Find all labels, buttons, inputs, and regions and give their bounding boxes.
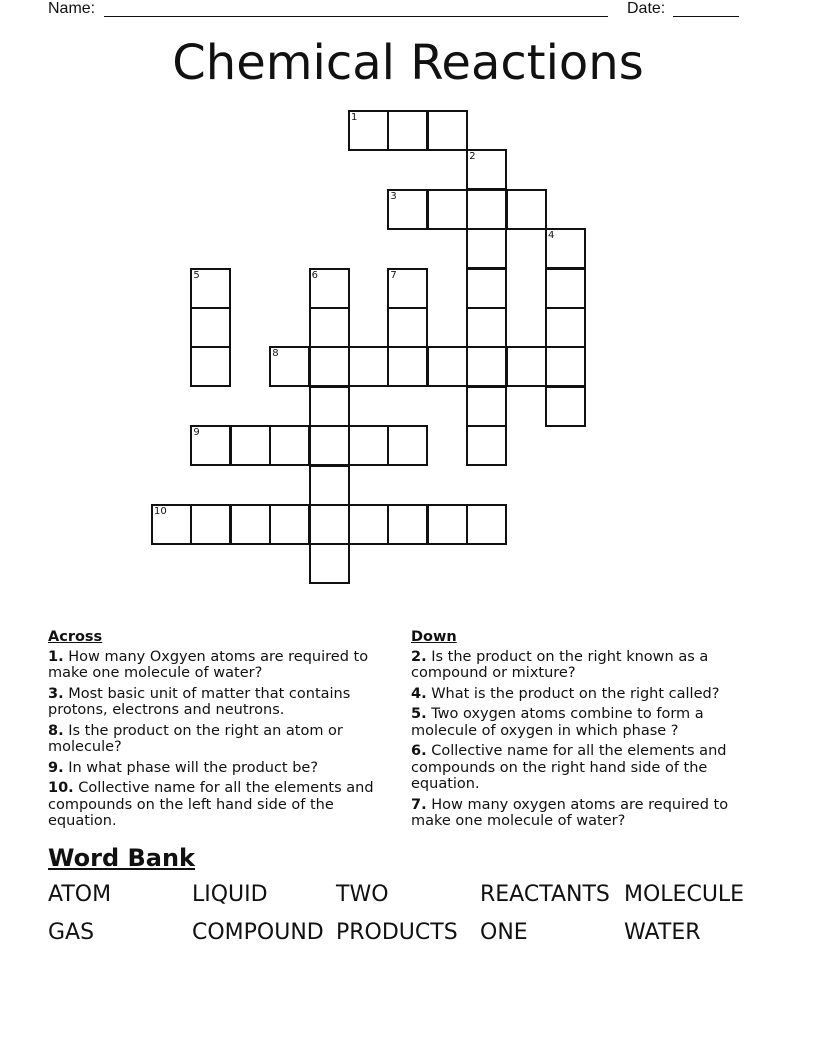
- cell-number: 10: [154, 506, 167, 517]
- word-bank-item: GAS: [48, 920, 95, 945]
- grid-cell[interactable]: [309, 307, 350, 348]
- grid-cell[interactable]: [506, 189, 547, 230]
- clue-number: 6.: [411, 743, 427, 759]
- cell-number: 8: [272, 348, 279, 360]
- down-heading: Down: [411, 629, 457, 645]
- down-clues: [411, 629, 756, 834]
- clue-number: 7.: [411, 796, 427, 813]
- cell-number: 9: [193, 427, 200, 439]
- clue-number: 3.: [48, 685, 64, 702]
- cell-number: 3: [390, 190, 397, 202]
- grid-cell[interactable]: [545, 386, 586, 427]
- cell-number: 1: [351, 112, 358, 123]
- name-label: Name:: [48, 0, 96, 17]
- grid-cell[interactable]: [309, 268, 350, 309]
- grid-cell[interactable]: [387, 110, 428, 151]
- page-title: Chemical Reactions: [172, 35, 644, 91]
- grid-cell[interactable]: [309, 543, 350, 584]
- grid-cell[interactable]: [466, 386, 507, 427]
- clue-number: 10.: [48, 780, 74, 796]
- grid-cell[interactable]: [190, 346, 231, 387]
- word-bank-item: COMPOUND: [192, 920, 324, 945]
- grid-cell[interactable]: [387, 425, 428, 466]
- grid-cell[interactable]: [348, 504, 389, 545]
- clue-number: 2.: [411, 648, 427, 665]
- word-bank-item: ONE: [480, 920, 528, 945]
- grid-cell[interactable]: [387, 268, 428, 309]
- clue-across: [48, 686, 393, 719]
- grid-cell[interactable]: [190, 425, 231, 466]
- clue-text: Most basic unit of matter that contains protons, electrons and neutrons.: [48, 685, 351, 718]
- grid-cell[interactable]: [309, 465, 350, 506]
- cell-number: 5: [193, 269, 200, 281]
- clue-down: [411, 649, 756, 682]
- grid-cell[interactable]: [190, 307, 231, 348]
- grid-cell[interactable]: [190, 268, 231, 309]
- clue-number: 5.: [411, 706, 427, 722]
- clue-number: 8.: [48, 722, 64, 739]
- clue-text: How many oxygen atoms are required to make one molecule of water?: [411, 796, 729, 829]
- clue-down: [411, 743, 756, 793]
- grid-cell[interactable]: [309, 504, 350, 545]
- grid-cell[interactable]: [151, 504, 192, 545]
- grid-cell[interactable]: [269, 346, 310, 387]
- grid-cell[interactable]: [466, 149, 507, 190]
- grid-cell[interactable]: [309, 425, 350, 466]
- word-bank-item: ATOM: [48, 882, 112, 907]
- clue-text: What is the product on the right called?: [431, 685, 720, 702]
- grid-cell[interactable]: [466, 425, 507, 466]
- clue-across: [48, 780, 393, 830]
- grid-cell[interactable]: [387, 346, 428, 387]
- grid-cell[interactable]: [545, 307, 586, 348]
- clue-down: [411, 686, 756, 703]
- cell-number: 4: [548, 230, 555, 242]
- grid-cell[interactable]: [348, 425, 389, 466]
- grid-cell[interactable]: [466, 504, 507, 545]
- grid-cell[interactable]: [427, 189, 468, 230]
- word-bank-item: REACTANTS: [480, 882, 610, 907]
- clue-text: In what phase will the product be?: [68, 759, 319, 776]
- word-bank-item: WATER: [624, 920, 701, 945]
- grid-cell[interactable]: [427, 346, 468, 387]
- clue-text: Two oxygen atoms combine to form a molecule of oxygen in which phase ?: [411, 706, 704, 739]
- clue-number: 9.: [48, 759, 64, 776]
- grid-cell[interactable]: [545, 346, 586, 387]
- grid-cell[interactable]: [466, 189, 507, 230]
- grid-cell[interactable]: [466, 307, 507, 348]
- clue-text: Is the product on the right an atom or molecule?: [48, 722, 343, 755]
- clue-text: Collective name for all the elements and compounds on the right hand side of the equation.: [411, 743, 727, 792]
- clue-text: How many Oxgyen atoms are required to make one molecule of water?: [48, 648, 369, 681]
- grid-cell[interactable]: [506, 346, 547, 387]
- clue-number: 4.: [411, 685, 427, 702]
- grid-cell[interactable]: [190, 504, 231, 545]
- grid-cell[interactable]: [269, 504, 310, 545]
- grid-cell[interactable]: [387, 189, 428, 230]
- grid-cell[interactable]: [427, 504, 468, 545]
- cell-number: 2: [469, 151, 476, 163]
- cell-number: 7: [390, 269, 397, 281]
- word-bank-item: PRODUCTS: [336, 920, 458, 945]
- grid-cell[interactable]: [427, 110, 468, 151]
- grid-cell[interactable]: [545, 268, 586, 309]
- clue-across: [48, 649, 393, 682]
- grid-cell[interactable]: [348, 110, 389, 151]
- word-bank-item: LIQUID: [192, 882, 268, 907]
- grid-cell[interactable]: [466, 228, 507, 269]
- clue-text: Collective name for all the elements and compounds on the left hand side of the equation.: [48, 780, 374, 829]
- word-bank: [48, 881, 768, 947]
- grid-cell[interactable]: [269, 425, 310, 466]
- across-heading: Across: [48, 629, 103, 645]
- grid-cell[interactable]: [466, 346, 507, 387]
- grid-cell[interactable]: [387, 504, 428, 545]
- clue-text: Is the product on the right known as a compound or mixture?: [411, 648, 709, 681]
- grid-cell[interactable]: [545, 228, 586, 269]
- word-bank-item: MOLECULE: [624, 882, 745, 907]
- grid-cell[interactable]: [309, 346, 350, 387]
- clue-across: [48, 723, 393, 756]
- grid-cell[interactable]: [230, 425, 271, 466]
- word-bank-item: TWO: [336, 882, 389, 907]
- date-label: Date:: [627, 0, 666, 17]
- clue-across: [48, 760, 393, 777]
- cell-number: 6: [311, 269, 318, 281]
- grid-cell[interactable]: [309, 386, 350, 427]
- word-bank-title: Word Bank: [48, 844, 196, 872]
- grid-cell[interactable]: [230, 504, 271, 545]
- clue-down: [411, 706, 756, 739]
- grid-cell[interactable]: [387, 307, 428, 348]
- across-clues: [48, 629, 393, 834]
- clue-number: 1.: [48, 648, 64, 665]
- grid-cell[interactable]: [348, 346, 389, 387]
- grid-cell[interactable]: [466, 268, 507, 309]
- clue-down: [411, 797, 756, 830]
